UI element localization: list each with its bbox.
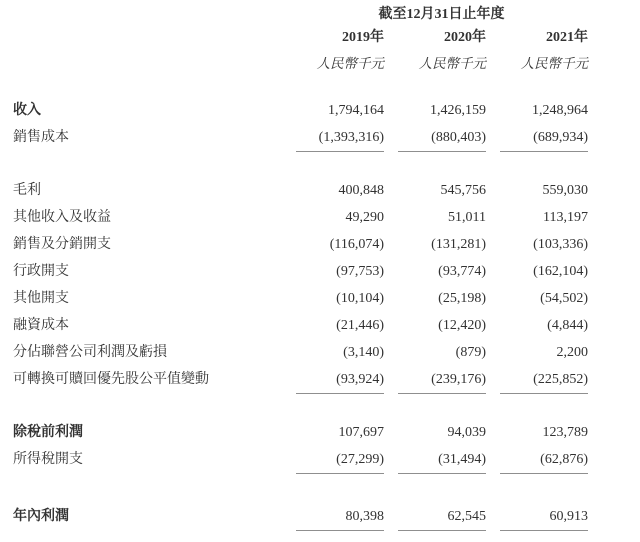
cell-2019: (3,140) (343, 345, 384, 360)
row-label: 可轉換可贖回優先股公平值變動 (13, 372, 209, 387)
year-header-2021: 2021年 (546, 30, 588, 45)
cell-2021: (225,852) (500, 369, 588, 394)
cell-2020: 545,756 (440, 183, 486, 198)
table-row-gross-profit (13, 180, 588, 207)
cell-2019: (116,074) (329, 237, 384, 252)
cell-2019: (21,446) (336, 318, 384, 333)
cell-2020: 51,011 (448, 210, 486, 225)
section-spacer (13, 476, 588, 506)
row-label: 年內利潤 (13, 509, 69, 524)
cell-2019: 107,697 (338, 425, 384, 440)
cell-2020: (880,403) (398, 127, 486, 152)
row-label: 銷售成本 (13, 130, 69, 145)
period-title: 截至12月31日止年度 (378, 7, 505, 22)
cell-2019: 49,290 (345, 210, 384, 225)
cell-2019: 1,794,164 (328, 103, 384, 118)
row-label: 分佔聯營公司利潤及虧損 (13, 345, 167, 360)
row-label: 收入 (13, 103, 41, 118)
table-row-income-tax (13, 449, 588, 476)
cell-2020: (131,281) (431, 237, 486, 252)
row-label: 融資成本 (13, 318, 69, 333)
table-row-profit-before-tax (13, 422, 588, 449)
cell-2021: (689,934) (500, 127, 588, 152)
table-row-finance-costs (13, 315, 588, 342)
cell-2021: 113,197 (543, 210, 588, 225)
cell-2020: (12,420) (438, 318, 486, 333)
cell-2019: 400,848 (338, 183, 384, 198)
row-label: 銷售及分銷開支 (13, 237, 111, 252)
year-header-2019: 2019年 (342, 30, 384, 45)
year-header-2020: 2020年 (444, 30, 486, 45)
cell-2019: (10,104) (336, 291, 384, 306)
cell-2021: 559,030 (542, 183, 588, 198)
cell-2019: (27,299) (296, 449, 384, 474)
unit-label-2021: 人民幣千元 (520, 56, 588, 71)
table-row-profit-for-year (13, 506, 588, 533)
unit-label-2020: 人民幣千元 (418, 56, 486, 71)
row-label: 其他收入及收益 (13, 210, 111, 225)
table-row-other-expenses (13, 288, 588, 315)
section-spacer (13, 396, 588, 422)
cell-2020: (25,198) (438, 291, 486, 306)
cell-2021: (4,844) (547, 318, 588, 333)
table-row-cost-of-sales (13, 127, 588, 154)
cell-2020: (239,176) (398, 369, 486, 394)
cell-2020: 94,039 (447, 425, 486, 440)
cell-2020: (93,774) (438, 264, 486, 279)
cell-2021: (103,336) (533, 237, 588, 252)
row-label: 除稅前利潤 (13, 425, 83, 440)
row-label: 毛利 (13, 183, 41, 198)
cell-2021: 123,789 (542, 425, 588, 440)
header-gap (13, 76, 588, 100)
table-row-preferred-shares-fv-change (13, 369, 588, 396)
cell-2019: (1,393,316) (296, 127, 384, 152)
row-label: 行政開支 (13, 264, 69, 279)
cell-2021: (62,876) (500, 449, 588, 474)
table-row-revenue (13, 100, 588, 127)
cell-2020: 62,545 (398, 506, 486, 531)
row-label: 其他開支 (13, 291, 69, 306)
table-row-share-of-associates (13, 342, 588, 369)
cell-2021: (162,104) (533, 264, 588, 279)
cell-2020: (31,494) (398, 449, 486, 474)
cell-2019: (93,924) (296, 369, 384, 394)
row-label: 所得稅開支 (13, 452, 83, 467)
cell-2020: (879) (455, 345, 486, 360)
table-row-selling-expenses (13, 234, 588, 261)
table-row-other-income (13, 207, 588, 234)
income-statement-table (13, 4, 588, 533)
cell-2020: 1,426,159 (430, 103, 486, 118)
cell-2021: 1,248,964 (532, 103, 588, 118)
cell-2021: 2,200 (556, 345, 588, 360)
cell-2021: (54,502) (540, 291, 588, 306)
cell-2019: (97,753) (336, 264, 384, 279)
cell-2019: 80,398 (296, 506, 384, 531)
table-row-admin-expenses (13, 261, 588, 288)
year-header-row (13, 26, 588, 52)
unit-label-2019: 人民幣千元 (316, 56, 384, 71)
cell-2021: 60,913 (500, 506, 588, 531)
section-spacer (13, 154, 588, 180)
unit-header-row (13, 52, 588, 76)
